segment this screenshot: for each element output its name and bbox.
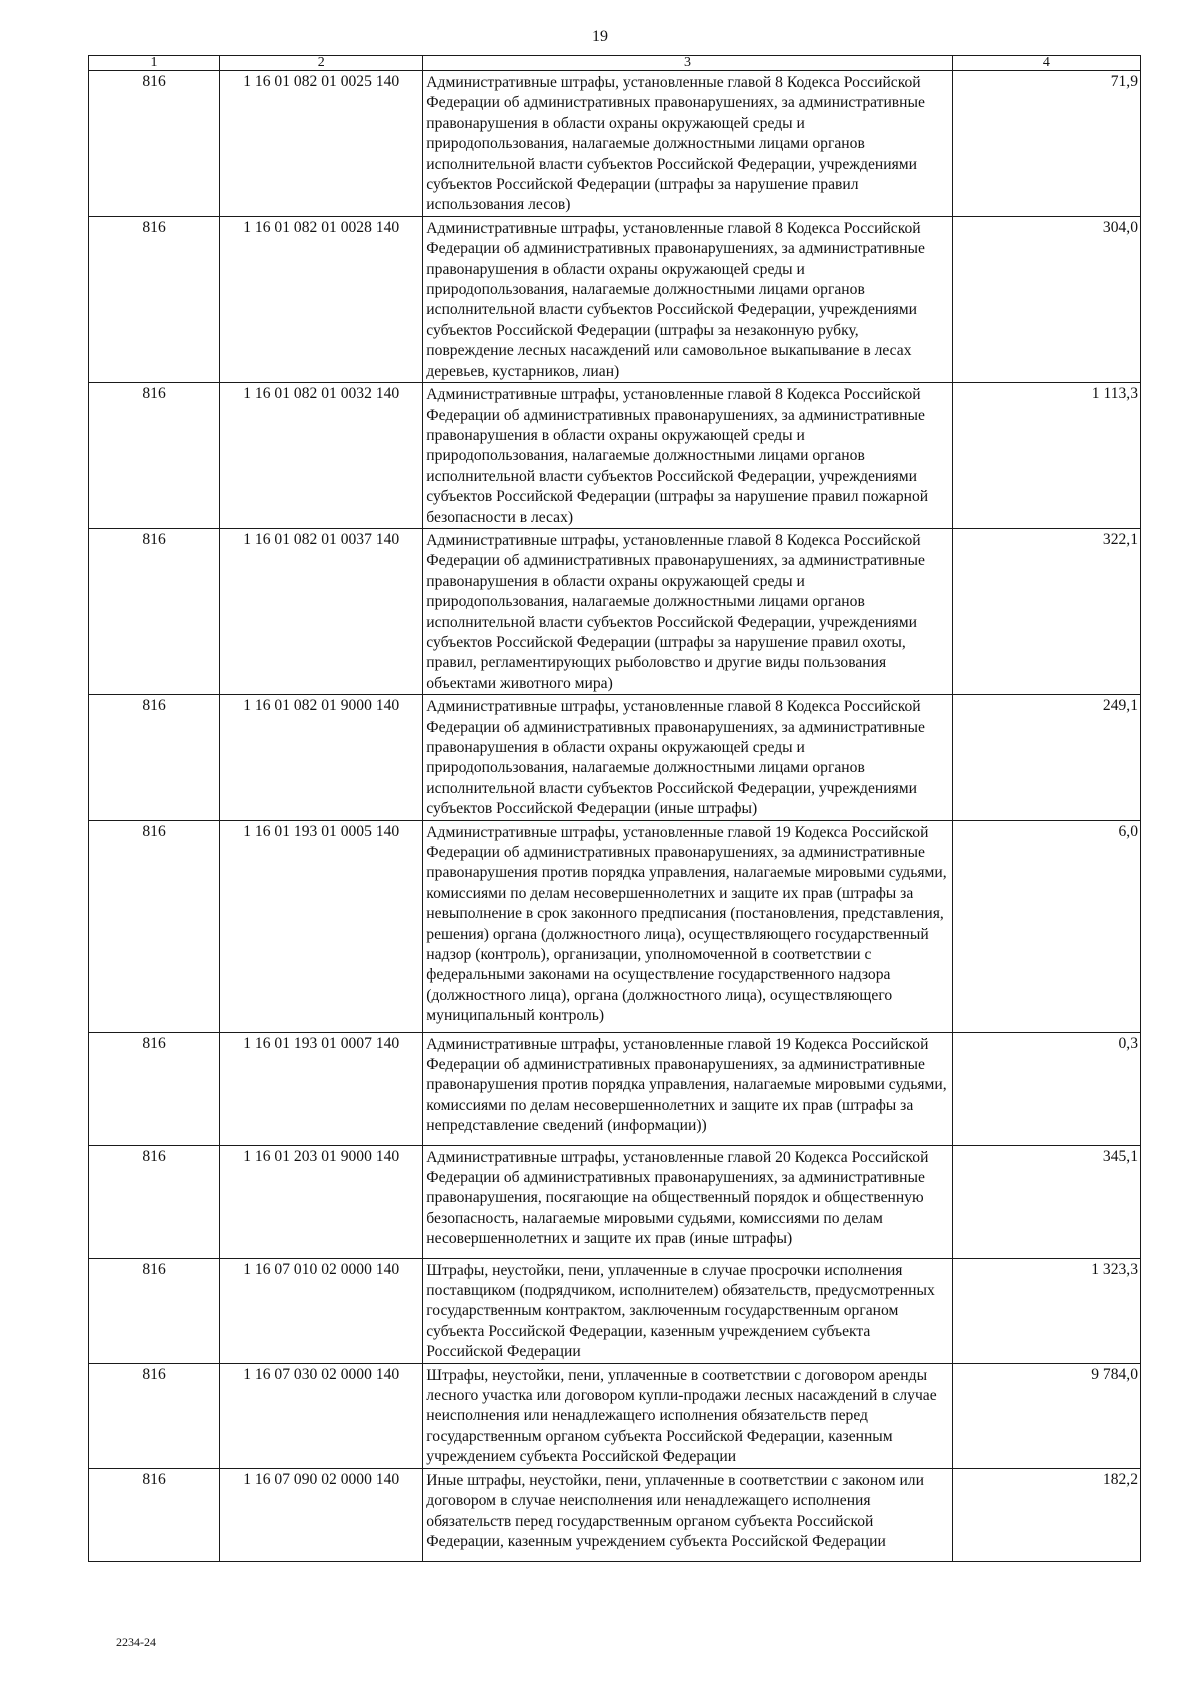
cell-revenue-name: Иные штрафы, неустойки, пени, уплаченные в соответствии с законом или договором в случае неисполнения или ненадлежащего исполнения обязательств перед государственным органом субъекта Российской Федерации, казенным учреждением субъекта Российской Федерации xyxy=(423,1468,953,1561)
cell-amount: 345,1 xyxy=(952,1145,1140,1258)
cell-revenue-name: Административные штрафы, установленные главой 8 Кодекса Российской Федерации об административных правонарушениях, за административные правонарушения в области охраны окружающей среды и природопользования, налагаемые должностными лицами органов исполнительной власти субъектов Российской Федерации, учреждениями субъектов Российской Федерации (штрафы за нарушение правил использования лесов) xyxy=(423,71,953,217)
table-header-row xyxy=(89,56,1141,71)
table-row xyxy=(89,528,1141,694)
table-row xyxy=(89,820,1141,1032)
table-row xyxy=(89,1032,1141,1145)
table-row xyxy=(89,695,1141,820)
cell-admin-code: 816 xyxy=(89,820,220,1032)
cell-amount: 0,3 xyxy=(952,1032,1140,1145)
table-row xyxy=(89,1145,1141,1258)
cell-admin-code: 816 xyxy=(89,528,220,694)
cell-admin-code: 816 xyxy=(89,1468,220,1561)
table-row xyxy=(89,1363,1141,1468)
cell-amount: 1 113,3 xyxy=(952,383,1140,529)
column-header-1: 1 xyxy=(89,56,220,71)
cell-budget-classification-code: 1 16 07 010 02 0000 140 xyxy=(220,1258,423,1363)
table-row xyxy=(89,383,1141,529)
table-row xyxy=(89,216,1141,382)
cell-revenue-name: Административные штрафы, установленные главой 8 Кодекса Российской Федерации об административных правонарушениях, за административные правонарушения в области охраны окружающей среды и природопользования, налагаемые должностными лицами органов исполнительной власти субъектов Российской Федерации, учреждениями субъектов Российской Федерации (штрафы за незаконную рубку, повреждение лесных насаждений или самовольное выкапывание в лесах деревьев, кустарников, лиан) xyxy=(423,216,953,382)
cell-revenue-name: Административные штрафы, установленные главой 20 Кодекса Российской Федерации об административных правонарушениях, за административные правонарушения, посягающие на общественный порядок и общественную безопасность, налагаемые мировыми судьями, комиссиями по делам несовершеннолетних и защите их прав (иные штрафы) xyxy=(423,1145,953,1258)
column-header-4: 4 xyxy=(952,56,1140,71)
cell-revenue-name: Штрафы, неустойки, пени, уплаченные в соответствии с договором аренды лесного участка или договором купли-продажи лесных насаждений в случае неисполнения или ненадлежащего исполнения обязательств перед государственным органом субъекта Российской Федерации, казенным учреждением субъекта Российской Федерации xyxy=(423,1363,953,1468)
cell-budget-classification-code: 1 16 01 082 01 0028 140 xyxy=(220,216,423,382)
cell-amount: 1 323,3 xyxy=(952,1258,1140,1363)
cell-admin-code: 816 xyxy=(89,1363,220,1468)
cell-budget-classification-code: 1 16 07 030 02 0000 140 xyxy=(220,1363,423,1468)
cell-budget-classification-code: 1 16 01 082 01 0032 140 xyxy=(220,383,423,529)
cell-revenue-name: Административные штрафы, установленные главой 19 Кодекса Российской Федерации об административных правонарушениях, за административные правонарушения против порядка управления, налагаемые мировыми судьями, комиссиями по делам несовершеннолетних и защите их прав (штрафы за непредставление сведений (информации)) xyxy=(423,1032,953,1145)
cell-admin-code: 816 xyxy=(89,695,220,820)
cell-budget-classification-code: 1 16 01 193 01 0007 140 xyxy=(220,1032,423,1145)
cell-admin-code: 816 xyxy=(89,216,220,382)
cell-revenue-name: Штрафы, неустойки, пени, уплаченные в случае просрочки исполнения поставщиком (подрядчиком, исполнителем) обязательств, предусмотренных государственным контрактом, заключенным государственным органом субъекта Российской Федерации, казенным учреждением субъекта Российской Федерации xyxy=(423,1258,953,1363)
cell-revenue-name: Административные штрафы, установленные главой 19 Кодекса Российской Федерации об административных правонарушениях, за административные правонарушения против порядка управления, налагаемые мировыми судьями, комиссиями по делам несовершеннолетних и защите их прав (штрафы за невыполнение в срок законного предписания (постановления, представления, решения) органа (должностного лица), осуществляющего государственный надзор (контроль), организации, уполномоченной в соответствии с федеральными законами на осуществление государственного надзора (должностного лица), органа (должностного лица), осуществляющего муниципальный контроль) xyxy=(423,820,953,1032)
cell-admin-code: 816 xyxy=(89,1145,220,1258)
table-row xyxy=(89,71,1141,217)
column-header-3: 3 xyxy=(423,56,953,71)
cell-admin-code: 816 xyxy=(89,1032,220,1145)
column-header-2: 2 xyxy=(220,56,423,71)
cell-amount: 322,1 xyxy=(952,528,1140,694)
cell-budget-classification-code: 1 16 07 090 02 0000 140 xyxy=(220,1468,423,1561)
cell-admin-code: 816 xyxy=(89,1258,220,1363)
cell-budget-classification-code: 1 16 01 082 01 9000 140 xyxy=(220,695,423,820)
table-row xyxy=(89,1468,1141,1561)
cell-amount: 9 784,0 xyxy=(952,1363,1140,1468)
budget-revenue-table xyxy=(88,55,1141,1562)
cell-budget-classification-code: 1 16 01 082 01 0037 140 xyxy=(220,528,423,694)
cell-revenue-name: Административные штрафы, установленные главой 8 Кодекса Российской Федерации об административных правонарушениях, за административные правонарушения в области охраны окружающей среды и природопользования, налагаемые должностными лицами органов исполнительной власти субъектов Российской Федерации, учреждениями субъектов Российской Федерации (штрафы за нарушение правил охоты, правил, регламентирующих рыболовство и другие виды пользования объектами животного мира) xyxy=(423,528,953,694)
cell-admin-code: 816 xyxy=(89,71,220,217)
page-number: 19 xyxy=(592,28,608,45)
cell-amount: 304,0 xyxy=(952,216,1140,382)
table-row xyxy=(89,1258,1141,1363)
cell-amount: 249,1 xyxy=(952,695,1140,820)
cell-amount: 71,9 xyxy=(952,71,1140,217)
cell-admin-code: 816 xyxy=(89,383,220,529)
table-body xyxy=(89,71,1141,1562)
cell-budget-classification-code: 1 16 01 203 01 9000 140 xyxy=(220,1145,423,1258)
cell-revenue-name: Административные штрафы, установленные главой 8 Кодекса Российской Федерации об административных правонарушениях, за административные правонарушения в области охраны окружающей среды и природопользования, налагаемые должностными лицами органов исполнительной власти субъектов Российской Федерации, учреждениями субъектов Российской Федерации (штрафы за нарушение правил пожарной безопасности в лесах) xyxy=(423,383,953,529)
cell-budget-classification-code: 1 16 01 082 01 0025 140 xyxy=(220,71,423,217)
cell-amount: 6,0 xyxy=(952,820,1140,1032)
cell-budget-classification-code: 1 16 01 193 01 0005 140 xyxy=(220,820,423,1032)
cell-amount: 182,2 xyxy=(952,1468,1140,1561)
cell-revenue-name: Административные штрафы, установленные главой 8 Кодекса Российской Федерации об административных правонарушениях, за административные правонарушения в области охраны окружающей среды и природопользования, налагаемые должностными лицами органов исполнительной власти субъектов Российской Федерации, учреждениями субъектов Российской Федерации (иные штрафы) xyxy=(423,695,953,820)
footer-document-code: 2234-24 xyxy=(116,1635,156,1649)
